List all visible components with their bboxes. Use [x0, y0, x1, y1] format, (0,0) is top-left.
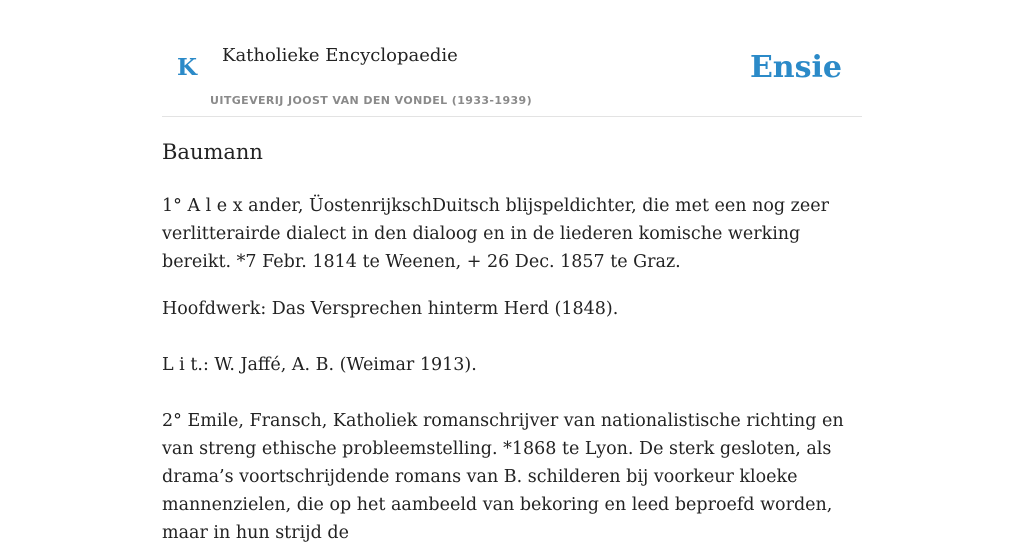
article-paragraph: 1° A l e x ander, ÜostenrijkschDuitsch blijspeldichter, die met een nog zeer verlitterairde dialect in den dialoog en in de liederen komische werking bereikt. *7 Febr. 1814 te Weenen, + 26 Dec. 1857 te Graz. — [162, 196, 829, 272]
content-container — [162, 0, 862, 543]
article-title: Baumann — [162, 140, 263, 164]
article-paragraph: Hoofdwerk: Das Versprechen hinterm Herd (1848). — [162, 299, 619, 319]
ensie-brand-logo[interactable]: Ensie — [749, 50, 842, 85]
article-paragraph: L i t.: W. Jaffé, A. B. (Weimar 1913). — [162, 355, 477, 375]
article-paragraph: 2° Emile, Fransch, Katholiek romanschrijver van nationalistische richting en van streng ethische probleemstelling. *1868 te Lyon. De sterk gesloten, als drama’s voortschrijdende romans van B. schilderen bij voorkeur kloeke mannenzielen, die op het aambeeld van bekoring en leed beproefd worden, maar in hun strijd de — [162, 411, 844, 543]
publisher-subtitle: UITGEVERIJ JOOST VAN DEN VONDEL (1933-1939) — [210, 94, 533, 107]
encyclopedia-logo-icon[interactable]: K — [177, 54, 197, 81]
site-header — [162, 0, 862, 117]
encyclopedia-title-link[interactable]: Katholieke Encyclopaedie — [222, 45, 458, 66]
